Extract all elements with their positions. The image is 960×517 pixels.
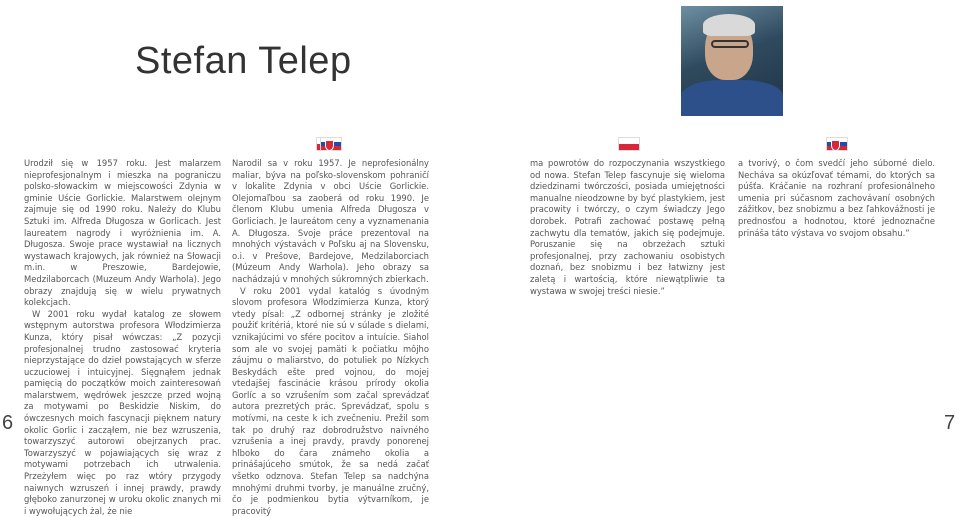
paragraph: a tvorivý, o čom svedčí jeho súborné dielo. Necháva sa okúzľovať témami, do ktorých sa púšťa. Kráčanie na rozhraní profesionálneho umenia pri súčasnom zachovávaní osobných zážitkov, bez snobizmu a bez ľahkovážnosti je prednosťou a hodnotou, ktoré jednoznačne prináša táto výstava vo svojom obsahu.”: [738, 158, 935, 238]
page-number-right: 7: [944, 412, 956, 434]
slovak-flag-icon-left: [320, 137, 342, 151]
column-slovak-2: [738, 158, 935, 239]
paragraph: V roku 2001 vydal katalóg s úvodným slovom profesora Włodzimierza Kunza, ktorý vtedy písal: „Z odbornej stránky je zložité použiť kritériá, ktoré nie sú v súlade s dielami, vznikajúcimi vo sfére pocitov a intuície. Siahol som ale vo svojej pamäti k počiatku môjho záujmu o maliarstvo, do potuliek po Nízkych Beskydách ešte pred vojnou, do mojej vtedajšej fascinácie krásou prírody okolia Gorlíc a so vzrušením som začal sprevádzať autora prezretých prác. Sprevádzať, spolu s motívmi, na ceste k ich zvečneniu. Prežil som tak po druhý raz dobrodružstvo naivného vzrušenia a inej pravdy, pravdy ponorenej hlboko do čara známeho okolia a prinášajúceho smútok, že sa nedá začať všetko odznova. Stefan Telep sa nadchýna mnohými druhmi tvorby, je manuálne zručný, čo je podmienkou bytia výtvarníkom, je pracovitý: [232, 285, 429, 516]
paragraph: Urodził się w 1957 roku. Jest malarzem nieprofesjonalnym i mieszka na pograniczu polsko-słowackim w miejscowości Zdynia w gminie Uście Gorlickie. Malarstwem olejnym zajmuje się od 1990 roku. Należy do Klubu Sztuki im. Alfreda Długosza w Gorlicach. Jest laureatem nagrody i wyróżnienia im. A. Długosza. Swoje prace wystawiał na licznych wystawach krajowych, jak również na Słowacji m.in. w Preszowie, Bardejowie, Medzilaborcach (Muzeum Andy Warhola). Jego obrazy znajdują się w wielu prywatnych kolekcjach.: [24, 158, 221, 308]
column-slovak-1: [232, 158, 429, 517]
paragraph: ma powrotów do rozpoczynania wszystkiego od nowa. Stefan Telep fascynuje się wieloma dziedzinami twórczości, posiada umiejętności manualne nieodzowne by być plastykiem, jest pracowity i twórczy, o czym świadczy Jego dorobek. Potrafi zachować postawę pełną zachwytu dla tematów, jakich się podejmuje. Poruszanie się na obrzeżach sztuki profesjonalnej, przy zachowaniu osobistych doznań, bez snobizmu i bez łatwizny jest zaletą i wartością, które niewątpliwie ta wystawa w swojej treści niesie.”: [530, 158, 725, 296]
paragraph: W 2001 roku wydał katalog ze słowem wstępnym autorstwa profesora Włodzimierza Kunza, który pisał wówczas: „Z pozycji profesjonalnej trudno zastosować kryteria nieprzystające do dzieł powstających w sferze uczuciowej i intuicyjnej. Sięgnąłem jednak pamięcią do początków moich zainteresowań malarstwem, wędrówek jeszcze przed wojną za motywami po Beskidzie Niskim, do ówczesnych moich fascynacji pięknem natury okolic Gorlic i zacząłem, nie bez wzruszenia, towarzyszyć autorowi obejrzanych prac. Towarzyszyć w pojawiających się wraz z motywami potrzebach ich utrwalenia. Przeżyłem więc po raz wtóry przygody naiwnych wzruszeń i innej prawdy, prawdy głęboko zanurzonej w uroku okolic znanych mi i wywołujących żal, że nie: [24, 308, 221, 516]
artist-portrait-photo: [681, 6, 783, 116]
column-polish-1: [24, 158, 221, 517]
slovak-flag-icon-right: [826, 137, 848, 151]
column-polish-2: [530, 158, 725, 297]
page-title: Stefan Telep: [135, 40, 352, 82]
polish-flag-icon-right: [618, 137, 640, 151]
page-number-left: 6: [2, 412, 14, 434]
paragraph: Narodil sa v roku 1957. Je neprofesionálny maliar, býva na poľsko-slovenskom pohraničí v lokalite Zdynia v obci Uście Gorlickie. Olejomaľbou sa zaoberá od roku 1990. Je členom Klubu umenia Alfreda Długosza v Gorliciach. Je laureátom ceny a vyznamenania A. Długosza. Svoje práce prezentoval na mnohých výstavách v Poľsku aj na Slovensku, o.i. v Prešove, Bardejove, Medzilaborciach (Múzeum Andy Warhola). Jeho obrazy sa nachádzajú v mnohých súkromných zbierkach.: [232, 158, 429, 284]
